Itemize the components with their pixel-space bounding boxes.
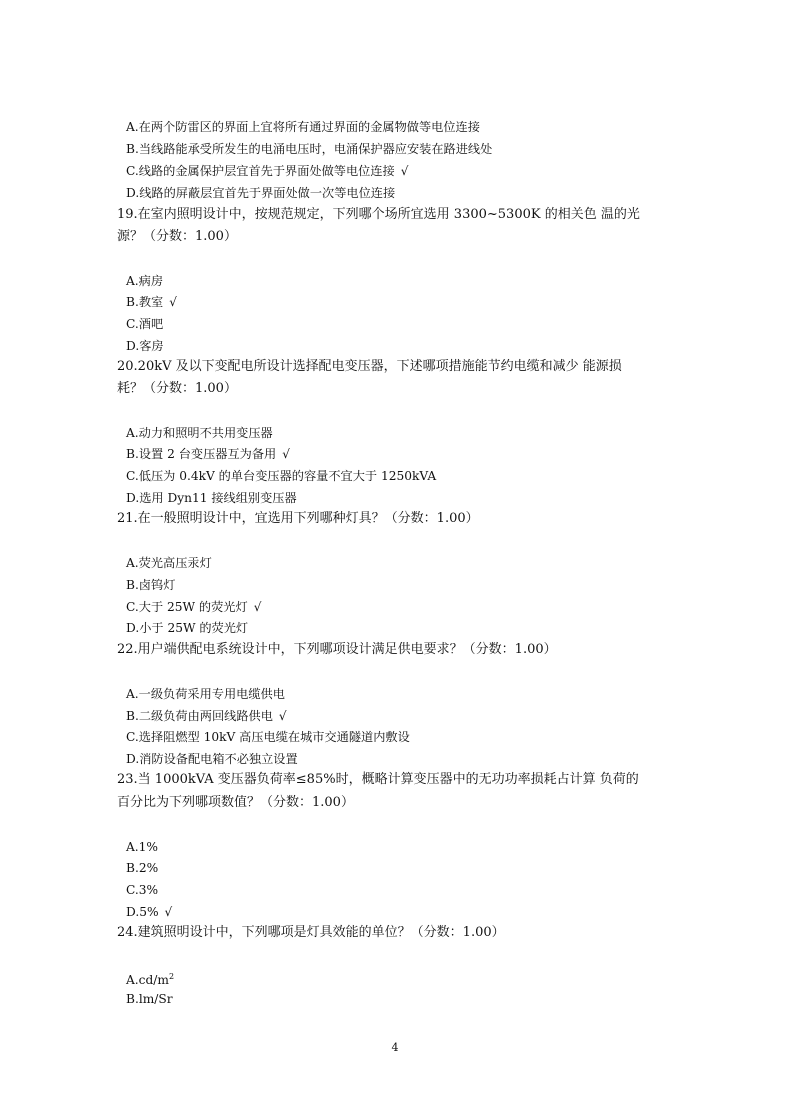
q20-stem-line2: 耗？（分数：1.00）: [117, 381, 237, 396]
q21-option-c: C.大于 25W 的荧光灯 √: [126, 600, 262, 614]
q24-option-b: B.lm/Sr: [126, 992, 173, 1006]
q19-stem-line2: 源？（分数：1.00）: [117, 229, 237, 244]
q21-stem: 21.在一般照明设计中，宜选用下列哪种灯具？（分数：1.00）: [117, 511, 479, 526]
q21-option-d: D.小于 25W 的荧光灯: [126, 621, 249, 635]
q20-option-b: B.设置 2 台变压器互为备用 √: [126, 447, 290, 461]
q19-option-a: A.病房: [126, 274, 164, 288]
q22-option-a: A.一级负荷采用专用电缆供电: [126, 687, 285, 701]
check-mark-icon: √: [282, 447, 290, 461]
q21-option-a: A.荧光高压汞灯: [126, 556, 212, 570]
check-mark-icon: √: [278, 709, 287, 723]
q18-option-d: D.线路的屏蔽层宜首先于界面处做一次等电位连接: [126, 186, 396, 200]
q23-option-c: C.3%: [126, 883, 159, 897]
q18-option-a: A.在两个防雷区的界面上宜将所有通过界面的金属物做等电位连接: [126, 120, 480, 134]
q21-option-b: B.卤钨灯: [126, 578, 176, 592]
check-mark-icon: √: [400, 164, 409, 178]
q23-option-a: A.1%: [126, 840, 159, 854]
q20-option-d: D.选用 Dyn11 接线组别变压器: [126, 491, 297, 505]
q22-option-b: B.二级负荷由两回线路供电 √: [126, 709, 287, 723]
q20-stem-line1: 20.20kV 及以下变配电所设计选择配电变压器，下述哪项措施能节约电缆和减少 能源损: [117, 359, 622, 374]
q23-stem-line2: 百分比为下列哪项数值？（分数：1.00）: [117, 795, 354, 810]
page-number: 4: [391, 1041, 399, 1054]
q23-stem-line1: 23.当 1000kVA 变压器负荷率≤85%时，概略计算变压器中的无功功率损耗占计算 负荷的: [117, 772, 639, 787]
q23-option-d: D.5% √: [126, 905, 173, 919]
q19-option-b: B.教室 √: [126, 295, 177, 309]
q23-option-b: B.2%: [126, 861, 159, 875]
q18-option-c: C.线路的金属保护层宜首先于界面处做等电位连接 √: [126, 164, 409, 178]
q19-option-c: C.酒吧: [126, 317, 164, 331]
q22-option-d: D.消防设备配电箱不必独立设置: [126, 752, 298, 766]
check-mark-icon: √: [253, 600, 262, 614]
q20-option-c: C.低压为 0.4kV 的单台变压器的容量不宜大于 1250kVA: [126, 469, 437, 483]
check-mark-icon: √: [169, 295, 177, 309]
q18-option-b: B.当线路能承受所发生的电涌电压时，电涌保护器应安装在路进线处: [126, 142, 493, 156]
q19-option-d: D.客房: [126, 339, 164, 353]
q24-option-a: $A.cd/m^2$: [126, 972, 175, 988]
q22-option-c: C.选择阻燃型 10kV 高压电缆在城市交通隧道内敷设: [126, 730, 410, 744]
q24-stem: 24.建筑照明设计中，下列哪项是灯具效能的单位？（分数：1.00）: [117, 925, 505, 940]
q22-stem: 22.用户端供配电系统设计中，下列哪项设计满足供电要求？（分数：1.00）: [117, 642, 557, 657]
q20-option-a: A.动力和照明不共用变压器: [126, 426, 273, 440]
check-mark-icon: √: [164, 905, 173, 919]
q19-stem-line1: 19.在室内照明设计中，按规范规定，下列哪个场所宜选用 3300~5300K 的相关色 温的光: [117, 207, 640, 222]
